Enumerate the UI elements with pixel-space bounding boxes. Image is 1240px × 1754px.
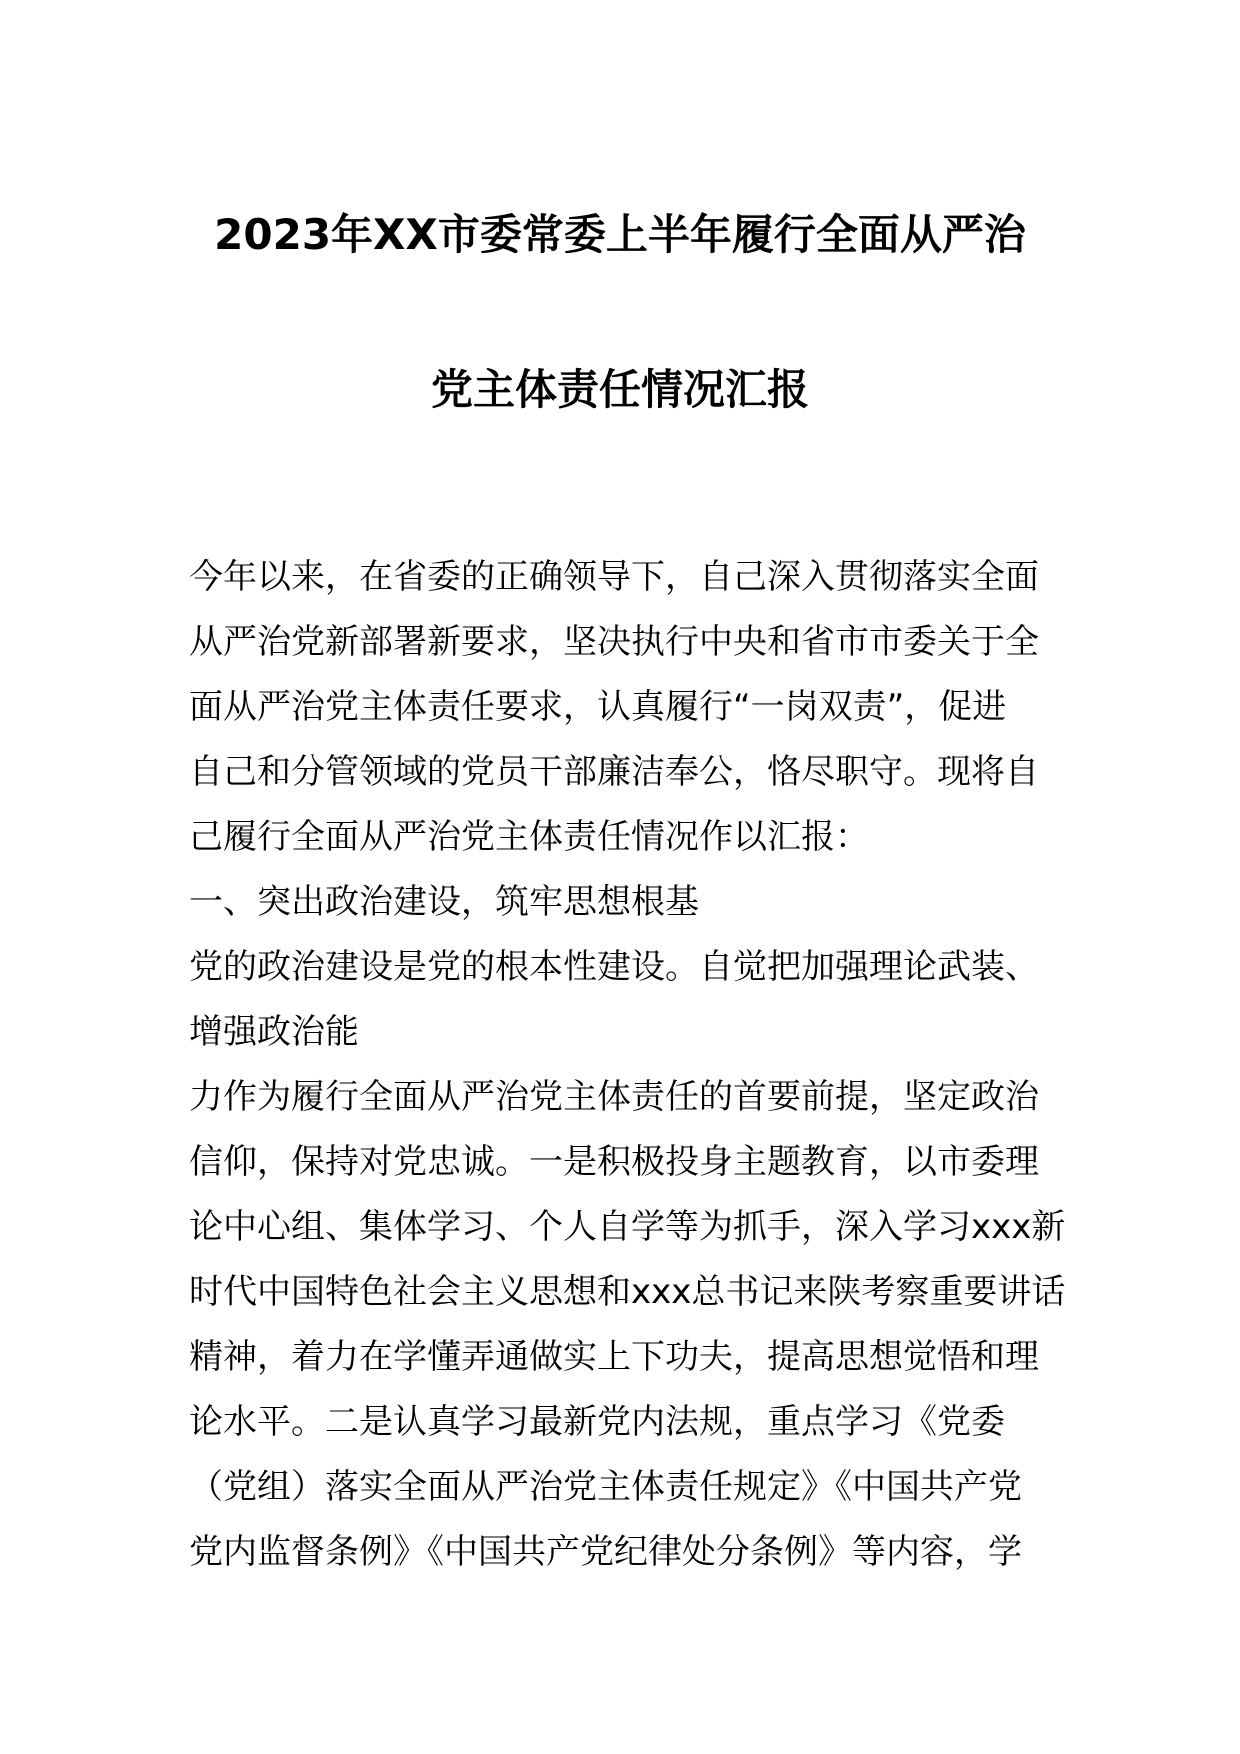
section-heading: 一、突出政治建设，筑牢思想根基 (189, 882, 699, 922)
document-body (189, 545, 1066, 1585)
body-line: （党组）落实全面从严治党主体责任规定》《中国共产党 (189, 1467, 1022, 1507)
body-line: 今年以来，在省委的正确领导下，自己深入贯彻落实全面 (189, 557, 1039, 597)
body-line: 精神，着力在学懂弄通做实上下功夫，提高思想觉悟和理 (189, 1337, 1039, 1377)
body-line: 党的政治建设是党的根本性建设。自觉把加强理论武装、 (189, 947, 1039, 987)
body-line: 论水平。二是认真学习最新党内法规，重点学习《党委 (189, 1402, 1005, 1442)
document-title-line-1: 2023年XX市委常委上半年履行全面从严治 (214, 210, 1026, 259)
body-line: 面从严治党主体责任要求，认真履行“一岗双责”，促进 (189, 687, 1007, 727)
document-title-line-2: 党主体责任情况汇报 (430, 365, 809, 414)
body-line: 己履行全面从严治党主体责任情况作以汇报： (189, 817, 869, 857)
body-line: 力作为履行全面从严治党主体责任的首要前提，坚定政治 (189, 1077, 1039, 1117)
body-line: 自己和分管领域的党员干部廉洁奉公，恪尽职守。现将自 (189, 752, 1039, 792)
body-line: 信仰，保持对党忠诚。一是积极投身主题教育，以市委理 (189, 1142, 1039, 1182)
body-line: 党内监督条例》《中国共产党纪律处分条例》等内容，学 (189, 1532, 1022, 1572)
body-line: 时代中国特色社会主义思想和xxx总书记来陕考察重要讲话 (189, 1272, 1066, 1312)
body-line: 增强政治能 (189, 1012, 359, 1052)
body-line: 论中心组、集体学习、个人自学等为抓手，深入学习xxx新 (189, 1207, 1066, 1247)
body-line: 从严治党新部署新要求，坚决执行中央和省市市委关于全 (189, 622, 1039, 662)
